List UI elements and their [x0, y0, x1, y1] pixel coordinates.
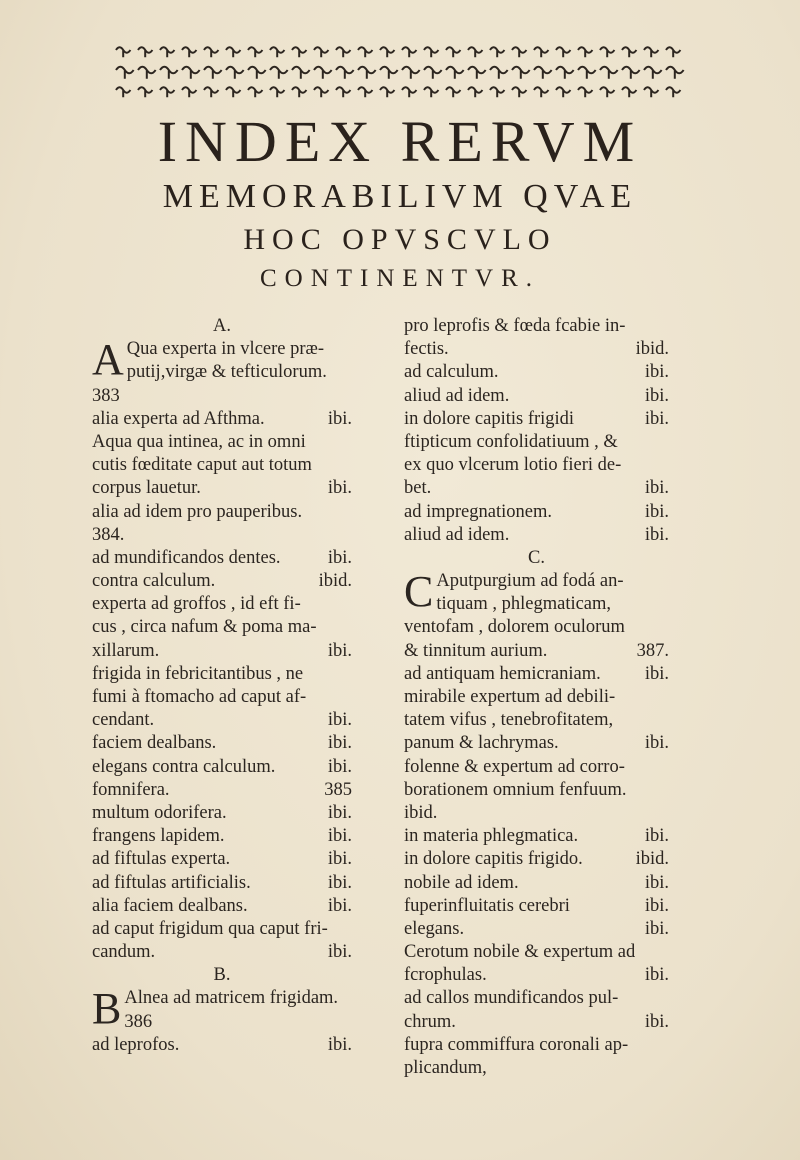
page-reference — [663, 941, 669, 964]
ornament-flourish — [314, 67, 332, 79]
ornament-flourish — [336, 47, 350, 57]
entry-text: aliud ad idem. — [404, 385, 510, 406]
ornament-flourish — [138, 47, 152, 57]
drop-capital: A — [92, 335, 124, 385]
decorative-border-ornament — [110, 42, 690, 104]
ornament-flourish — [490, 67, 508, 79]
page-reference: ibid. — [318, 571, 352, 592]
index-line — [92, 895, 352, 918]
index-line: Alnea ad matricem frigidam. — [124, 988, 339, 1009]
entry-text: elegans. — [404, 918, 465, 939]
ornament-flourish — [534, 87, 548, 97]
ornament-flourish — [248, 47, 262, 57]
entry-text: cendant. — [92, 710, 155, 731]
index-line: ad leprofos. ibi. — [92, 1034, 352, 1055]
section-heading-a: A. — [213, 316, 231, 336]
index-line — [92, 825, 352, 848]
entry-text: fomnifera. — [92, 779, 170, 800]
ornament-flourish — [292, 47, 306, 57]
ornament-flourish — [578, 87, 592, 97]
ornament-flourish — [622, 87, 636, 97]
ornament-flourish — [468, 87, 482, 97]
page-reference: ibi. — [327, 733, 352, 754]
index-line — [92, 616, 352, 639]
page-reference: ibi. — [327, 826, 352, 847]
entry-text: ad impregnationem. — [404, 501, 552, 522]
page-reference — [346, 616, 352, 639]
ornament-flourish — [600, 87, 614, 97]
page-reference: ibi. — [327, 849, 352, 870]
page-reference: ibi. — [327, 408, 352, 429]
page-reference: ibid. — [635, 849, 669, 870]
entry-text: fcrophulas. — [404, 965, 487, 986]
index-line — [404, 686, 669, 709]
index-line — [404, 802, 669, 825]
page-reference: ibi. — [644, 362, 669, 383]
ornament-flourish — [160, 87, 174, 97]
index-line — [92, 524, 352, 547]
entry-text: ventofam , dolorem oculorum — [404, 617, 625, 638]
ornament-flourish — [666, 87, 680, 97]
page-reference — [346, 454, 352, 477]
entry-text: ibid. — [404, 802, 438, 823]
drop-capital: B — [92, 984, 122, 1034]
entry-text: fumi à ftomacho ad caput af- — [92, 687, 307, 708]
page-reference: ibi. — [644, 408, 669, 429]
entry-text: alia experta ad Afthma. — [92, 408, 265, 429]
entry-text: folenne & expertum ad corro- — [404, 756, 625, 777]
ornament-flourish — [204, 87, 218, 97]
index-line — [92, 872, 352, 895]
entry-text: tatem vifus , tenebrofitatem, — [404, 710, 614, 731]
ornament-flourish — [578, 67, 596, 79]
ornament-flourish — [578, 47, 592, 57]
ornament-flourish — [160, 67, 178, 79]
index-line — [404, 779, 669, 802]
entry-text: ad antiquam hemicraniam. — [404, 663, 601, 684]
index-line — [404, 315, 669, 338]
index-line — [92, 501, 352, 524]
index-line — [404, 848, 669, 871]
index-line — [92, 570, 352, 593]
ornament-flourish — [380, 67, 398, 79]
ornament-flourish — [600, 67, 618, 79]
index-line — [92, 686, 352, 709]
ornament-flourish — [644, 67, 662, 79]
ornament-flourish — [182, 67, 200, 79]
page-reference — [346, 501, 352, 524]
ornament-flourish — [468, 47, 482, 57]
index-line — [92, 941, 352, 964]
ornament-flourish — [138, 67, 156, 79]
entry-text: cutis fœditate caput aut totum — [92, 455, 312, 476]
page-reference: ibi. — [644, 501, 669, 522]
index-line — [92, 779, 352, 802]
index-line — [404, 361, 669, 384]
page-reference: ibi. — [644, 524, 669, 545]
ornament-flourish — [402, 47, 416, 57]
ornament-flourish — [204, 67, 222, 79]
right-entry-list-2 — [404, 616, 669, 1080]
ornament-flourish — [248, 67, 266, 79]
ornament-flourish — [402, 87, 416, 97]
page-reference — [663, 616, 669, 639]
ornament-flourish — [512, 87, 526, 97]
index-line — [92, 848, 352, 871]
ornament-flourish — [490, 87, 504, 97]
page-reference: ibi. — [644, 1011, 669, 1032]
page-reference — [663, 709, 669, 732]
entry-text: borationem omnium fenfuum. — [404, 779, 627, 800]
ornament-flourish — [424, 87, 438, 97]
index-line — [404, 987, 669, 1010]
index-line — [92, 385, 352, 408]
entry-text: multum odorifera. — [92, 802, 227, 823]
entry-text: contra calculum. — [92, 571, 216, 592]
page-reference: ibi. — [327, 942, 352, 963]
index-line — [404, 640, 669, 663]
right-entry-list — [404, 315, 669, 547]
index-line — [92, 756, 352, 779]
entry-text: corpus lauetur. — [92, 478, 201, 499]
index-line — [92, 663, 352, 686]
page-reference: ibi. — [327, 478, 352, 499]
index-line — [404, 385, 669, 408]
entry-text: panum & lachrymas. — [404, 733, 559, 754]
page-reference — [346, 431, 352, 454]
ornament-flourish — [314, 47, 328, 57]
entry-text: cus , circa nafum & poma ma- — [92, 617, 317, 638]
page-reference — [346, 686, 352, 709]
ornament-flourish — [512, 47, 526, 57]
ornament-flourish — [666, 47, 680, 57]
index-line — [404, 616, 669, 639]
ornament-flourish — [446, 47, 460, 57]
page-reference — [663, 802, 669, 825]
ornament-flourish — [116, 67, 134, 79]
entry-text: experta ad groffos , id eft fi- — [92, 594, 301, 615]
entry-text: ad mundificandos dentes. — [92, 547, 281, 568]
index-line — [404, 454, 669, 477]
entry-text: elegans contra calculum. — [92, 756, 276, 777]
entry-text: xillarum. — [92, 640, 160, 661]
index-line — [404, 431, 669, 454]
index-line — [404, 756, 669, 779]
section-heading-c: C. — [528, 547, 545, 568]
index-line — [92, 640, 352, 663]
index-line — [92, 477, 352, 500]
entry-with-dropcap — [92, 335, 352, 385]
ornament-flourish — [270, 67, 288, 79]
index-line — [92, 454, 352, 477]
index-line — [92, 709, 352, 732]
page-reference: ibi. — [644, 895, 669, 916]
page-reference — [663, 431, 669, 454]
entry-text: Cerotum nobile & expertum ad — [404, 942, 636, 963]
page-reference: ibi. — [644, 663, 669, 684]
index-line — [92, 547, 352, 570]
index-line — [404, 964, 669, 987]
ornament-flourish — [380, 87, 394, 97]
index-line — [404, 1034, 669, 1057]
entry-text: aliud ad idem. — [404, 524, 510, 545]
left-entry-list — [92, 385, 352, 965]
entry-text: ad fiftulas artificialis. — [92, 872, 251, 893]
ornament-flourish — [358, 87, 372, 97]
ornament-flourish — [336, 87, 350, 97]
ornament-flourish — [446, 87, 460, 97]
ornament-flourish — [556, 47, 570, 57]
page-reference — [663, 756, 669, 779]
entry-text: bet. — [404, 478, 432, 499]
ornament-flourish — [468, 67, 486, 79]
entry-text: ad callos mundificandos pul- — [404, 988, 619, 1009]
index-line — [92, 431, 352, 454]
ornament-flourish — [226, 67, 244, 79]
page-reference: ibi. — [327, 802, 352, 823]
ornament-flourish — [182, 47, 196, 57]
ornament-flourish — [380, 47, 394, 57]
ornament-flourish — [116, 47, 130, 57]
page-reference — [663, 454, 669, 477]
index-line: Qua experta in vlcere præ- — [126, 339, 325, 360]
ornament-flourish — [666, 67, 684, 79]
ornament-flourish — [402, 67, 420, 79]
index-line — [404, 732, 669, 755]
entry-text: faciem dealbans. — [92, 733, 217, 754]
index-line — [404, 524, 669, 547]
ornament-flourish — [248, 87, 262, 97]
entry-text: alia faciem dealbans. — [92, 895, 248, 916]
entry-text: plicandum, — [404, 1058, 487, 1079]
ornament-flourish — [292, 87, 306, 97]
index-line — [404, 1011, 669, 1034]
ornament-flourish — [534, 47, 548, 57]
entry-text: frangens lapidem. — [92, 826, 225, 847]
entry-with-dropcap — [404, 567, 669, 617]
ornament-flourish — [226, 47, 240, 57]
page-reference — [346, 385, 352, 408]
entry-text: fupra commiffura coronali ap- — [404, 1034, 629, 1055]
page-reference: ibi. — [327, 872, 352, 893]
index-line — [92, 408, 352, 431]
ornament-flourish — [292, 67, 310, 79]
left-column — [92, 315, 352, 1057]
title-line-3: HOC OPVSCVLO — [243, 223, 557, 256]
title-line-2: MEMORABILIVM QVAE — [162, 178, 638, 215]
ornament-flourish — [270, 47, 284, 57]
ornament-flourish — [160, 47, 174, 57]
index-line — [404, 663, 669, 686]
page-reference: ibi. — [327, 895, 352, 916]
page-reference: 387. — [636, 640, 669, 661]
page-reference — [346, 524, 352, 547]
entry-text: in dolore capitis frigido. — [404, 849, 583, 870]
entry-text: ex quo vlcerum lotio fieri de- — [404, 455, 622, 476]
index-line: 386 — [124, 1011, 153, 1032]
entry-text: chrum. — [404, 1011, 456, 1032]
index-line — [404, 501, 669, 524]
entry-text: mirabile expertum ad debili- — [404, 687, 616, 708]
entry-text: fectis. — [404, 339, 449, 360]
ornament-flourish — [116, 87, 130, 97]
index-line — [404, 895, 669, 918]
index-title: INDEX RERVM — [157, 109, 643, 174]
index-line — [404, 941, 669, 964]
ornament-flourish — [512, 67, 530, 79]
ornament-flourish — [556, 87, 570, 97]
page-reference — [663, 987, 669, 1010]
page-reference: ibi. — [644, 733, 669, 754]
entry-text: in dolore capitis frigidi — [404, 408, 575, 429]
ornament-flourish — [534, 67, 552, 79]
ornament-flourish — [644, 47, 658, 57]
page-reference: ibi. — [644, 965, 669, 986]
page-reference — [346, 918, 352, 941]
entry-text: ad fiftulas experta. — [92, 849, 231, 870]
index-line: Aputpurgium ad fodá an- — [436, 571, 624, 592]
section-heading-b: B. — [213, 965, 231, 986]
page-reference — [663, 686, 669, 709]
ornament-flourish — [270, 87, 284, 97]
page-reference — [663, 1057, 669, 1080]
page-reference: ibi. — [644, 826, 669, 847]
ornament-flourish — [204, 47, 218, 57]
entry-text: ad caput frigidum qua caput fri- — [92, 918, 328, 939]
ornament-flourish — [358, 47, 372, 57]
ornament-flourish — [644, 87, 658, 97]
entry-with-dropcap — [92, 984, 352, 1034]
entry-text: 383 — [92, 385, 120, 406]
entry-text: in materia phlegmatica. — [404, 826, 579, 847]
entry-text: candum. — [92, 942, 156, 963]
ornament-flourish — [556, 67, 574, 79]
page-reference — [663, 779, 669, 802]
index-line — [404, 477, 669, 500]
entry-text: ftipticum confolidatiuum , & — [404, 431, 618, 452]
ornament-flourish — [314, 87, 328, 97]
ornament-flourish — [226, 87, 240, 97]
entry-text: pro leprofis & fœda fcabie in- — [404, 316, 626, 336]
ornament-flourish — [424, 67, 442, 79]
ornament-flourish — [138, 87, 152, 97]
ornament-flourish — [446, 67, 464, 79]
entry-text: nobile ad idem. — [404, 872, 519, 893]
index-line: tiquam , phlegmaticam, — [436, 594, 612, 615]
index-line — [404, 872, 669, 895]
page-reference: ibid. — [635, 339, 669, 360]
page-reference: ibi. — [327, 547, 352, 568]
index-line — [404, 408, 669, 431]
index-line — [404, 709, 669, 732]
index-line — [404, 1057, 669, 1080]
index-line — [92, 802, 352, 825]
entry-text: frigida in febricitantibus , ne — [92, 663, 304, 684]
index-line — [404, 338, 669, 361]
index-line — [404, 918, 669, 941]
index-line: putij,virgæ & tefticulorum. — [126, 362, 327, 383]
entry-text: & tinnitum aurium. — [404, 640, 548, 661]
page-reference: 385 — [324, 779, 352, 800]
title-line-4: CONTINENTVR. — [259, 265, 540, 292]
page-reference: ibi. — [327, 710, 352, 731]
drop-capital: C — [404, 567, 434, 617]
index-line — [92, 732, 352, 755]
index-line — [404, 825, 669, 848]
page-reference: ibi. — [644, 918, 669, 939]
ornament-flourish — [622, 67, 640, 79]
index-line — [92, 918, 352, 941]
entry-text: ad calculum. — [404, 362, 499, 383]
page-reference: ibi. — [327, 640, 352, 661]
ornament-flourish — [490, 47, 504, 57]
entry-text: fuperinfluitatis cerebri — [404, 895, 570, 916]
index-line — [92, 593, 352, 616]
right-column — [404, 315, 669, 1080]
page-reference: ibi. — [327, 756, 352, 777]
entry-text: alia ad idem pro pauperibus. — [92, 501, 303, 522]
page-reference — [346, 593, 352, 616]
ornament-flourish — [358, 67, 376, 79]
ornament-flourish — [622, 47, 636, 57]
page-reference — [346, 663, 352, 686]
ornament-flourish — [336, 67, 354, 79]
page-reference — [663, 315, 669, 338]
ornament-flourish — [182, 87, 196, 97]
entry-text: 384. — [92, 524, 125, 545]
ornament-flourish — [600, 47, 614, 57]
ornament-flourish — [424, 47, 438, 57]
entry-text: Aqua qua intinea, ac in omni — [92, 431, 306, 452]
page-reference: ibi. — [644, 478, 669, 499]
page-reference: ibi. — [644, 385, 669, 406]
page-reference — [663, 1034, 669, 1057]
page-reference: ibi. — [644, 872, 669, 893]
